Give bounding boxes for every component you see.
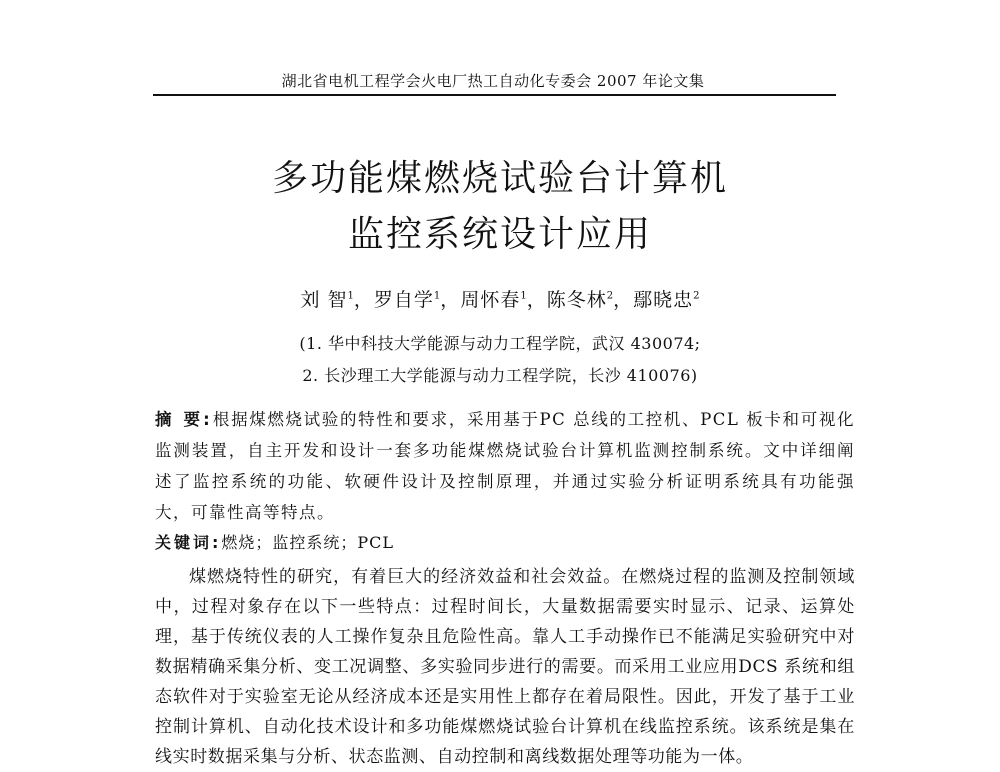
keywords	[155, 530, 855, 553]
author-list	[150, 285, 850, 312]
running-head: 湖北省电机工程学会火电厂热工自动化专委会 2007 年论文集	[281, 72, 705, 90]
keywords-text: 燃烧；监控系统；PCL	[221, 533, 395, 552]
author-name: 刘 智	[300, 289, 348, 311]
author-name: 罗自学	[373, 289, 434, 311]
paper-title-line-1: 多功能煤燃烧试验台计算机	[271, 158, 728, 199]
keywords-label: 关键词:	[155, 533, 222, 552]
affiliation-1: (1. 华中科技大学能源与动力工程学院，武汉 430074;	[299, 334, 701, 353]
author-affiliation-mark: 1	[520, 290, 527, 302]
author-affiliation-mark: 1	[347, 290, 354, 302]
paper-title-line-2: 监控系统设计应用	[347, 214, 652, 255]
author-separator: ，	[613, 289, 634, 311]
abstract-text: 根据煤燃烧试验的特性和要求，采用基于PC 总线的工控机、PCL 板卡和可视化监测装置，自主开发和设计一套多功能煤燃烧试验台计算机监测控制系统。文中详细阐述了监控系统的功能、软硬件设计及控制原理，并通过实验分析证明系统具有功能强大，可靠性高等特点。	[155, 410, 855, 522]
author-affiliation-mark: 2	[606, 290, 614, 302]
author-affiliation-mark: 2	[693, 290, 700, 302]
abstract	[155, 404, 855, 528]
body-paragraph: 煤燃烧特性的研究，有着巨大的经济效益和社会效益。在燃烧过程的监测及控制领域中，过程对象存在以下一些特点：过程时间长，大量数据需要实时显示、记录、运算处理，基于传统仪表的人工操作复杂且危险性高。靠人工手动操作已不能满足实验研究中对数据精确采集分析、变工况调整、多实验同步进行的需要。而采用工业应用DCS 系统和组态软件对于实验室无论从经济成本还是实用性上都存在着局限性。因此，开发了基于工业控制计算机、自动化技术设计和多功能煤燃烧试验台计算机在线监控系统。该系统是集在线实时数据采集与分析、状态监测、自动控制和离线数据处理等功能为一体。	[155, 567, 855, 767]
author-separator: ，	[440, 289, 461, 311]
author-name: 鄢晓忠	[633, 289, 694, 311]
author-name: 陈冬林	[546, 289, 607, 311]
header-rule	[153, 94, 836, 96]
affiliation-2: 2. 长沙理工大学能源与动力工程学院，长沙 410076)	[302, 366, 698, 385]
author-separator: ，	[353, 289, 374, 311]
abstract-label: 摘 要:	[155, 410, 213, 429]
author-name: 周怀春	[460, 289, 521, 311]
author-separator: ，	[526, 289, 547, 311]
author-affiliation-mark: 1	[433, 290, 441, 302]
